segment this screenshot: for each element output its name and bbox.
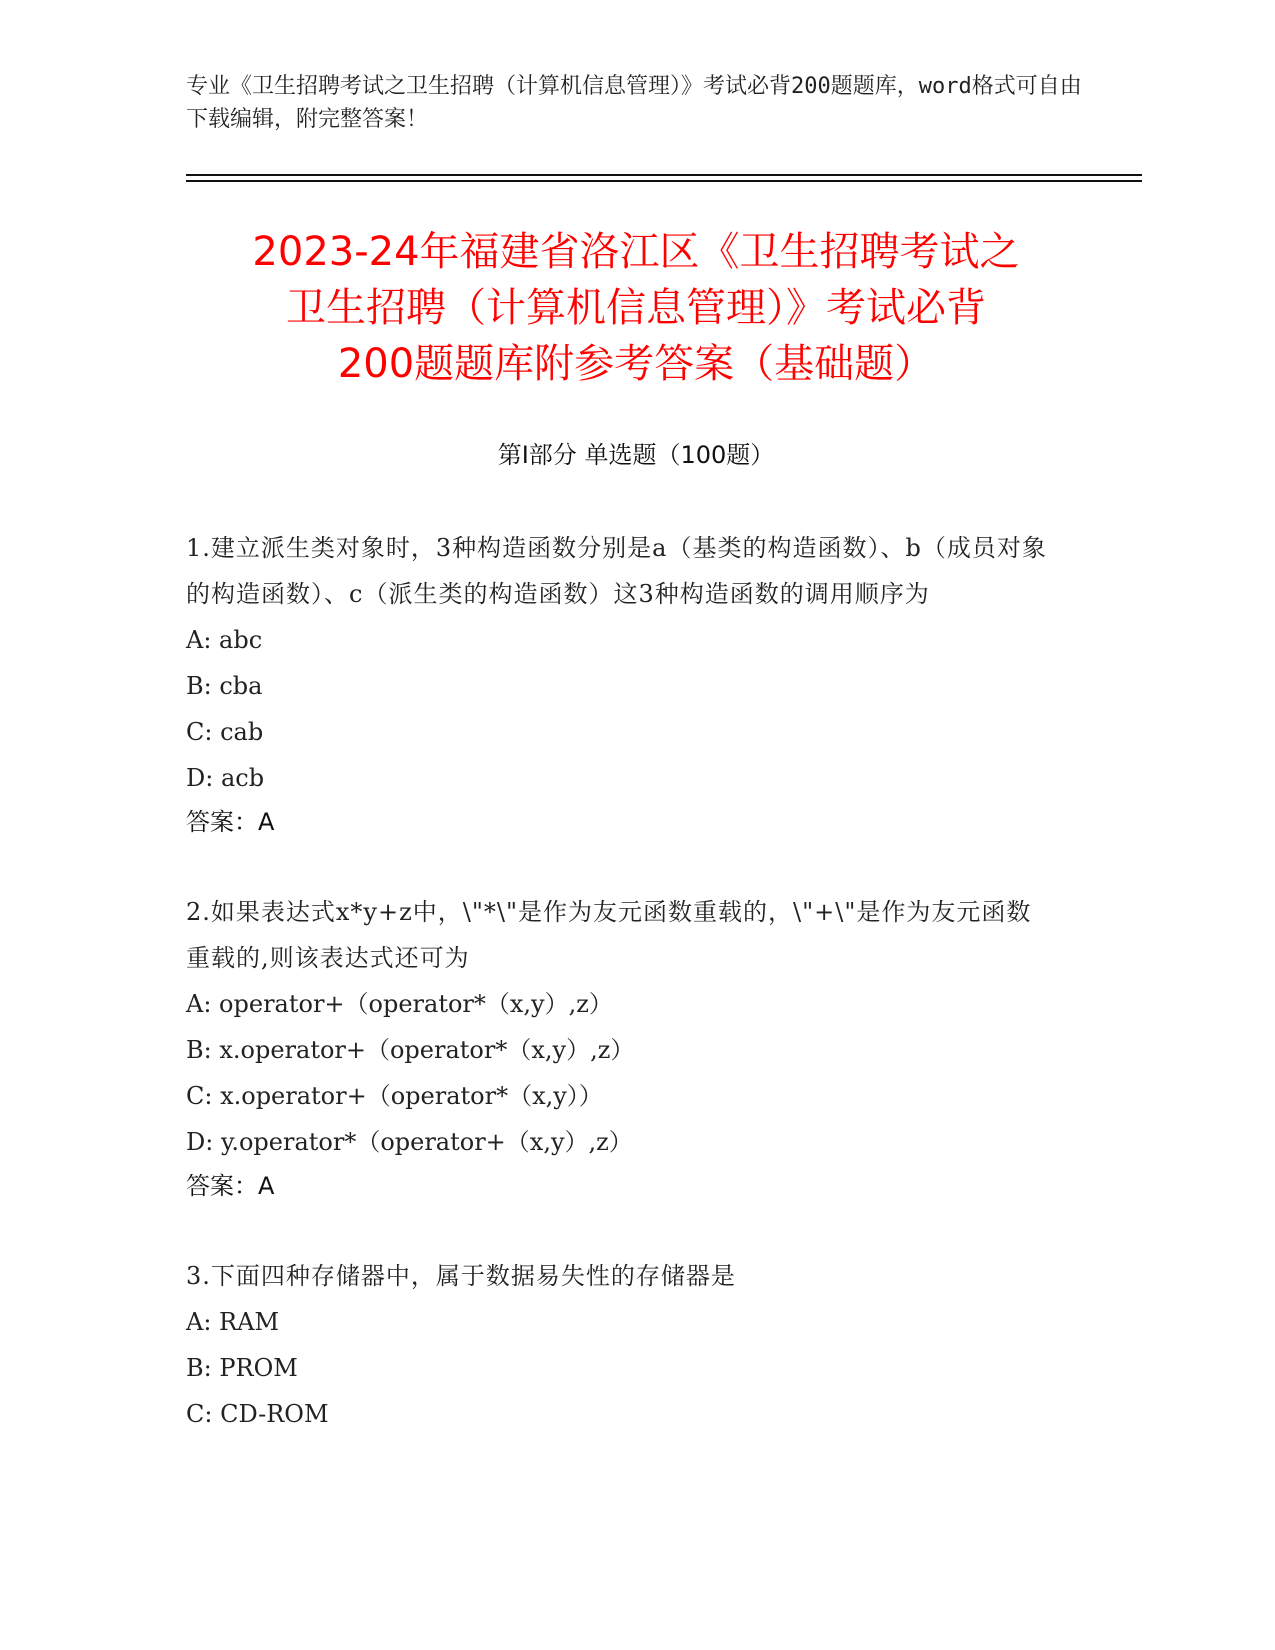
document-title (186, 224, 1086, 392)
question-stem: 2.如果表达式x*y+z中，\"*\"是作为友元函数重载的，\"+\"是作为友元函数重载的,则该表达式还可为 (186, 898, 1032, 972)
question-option: A: abc (186, 626, 263, 654)
document-title-line: 2023-24年福建省洛江区《卫生招聘考试之 (252, 229, 1020, 275)
question-item (186, 525, 1056, 843)
question-option: D: acb (186, 764, 265, 792)
question-item (186, 889, 1056, 1207)
header-divider-bottom (186, 180, 1142, 182)
question-stem: 1.建立派生类对象时，3种构造函数分别是a（基类的构造函数）、b（成员对象的构造函数）、c（派生类的构造函数）这3种构造函数的调用顺序为 (186, 534, 1047, 608)
section-title: 第Ⅰ部分 单选题（100题） (497, 441, 775, 469)
question-option: C: CD-ROM (186, 1400, 329, 1428)
question-answer: 答案：A (186, 1172, 275, 1200)
question-option: A: RAM (186, 1308, 280, 1336)
header-divider-top (186, 174, 1142, 176)
document-title-line: 200题题库附参考答案（基础题） (337, 341, 935, 387)
question-stem: 3.下面四种存储器中，属于数据易失性的存储器是 (186, 1262, 736, 1290)
question-option: C: x.operator+（operator*（x,y）） (186, 1082, 603, 1110)
question-option: B: cba (186, 672, 263, 700)
header-note: 专业《卫生招聘考试之卫生招聘（计算机信息管理）》考试必背200题题库，word格式可自由下载编辑，附完整答案！ (186, 74, 1082, 132)
question-option: B: x.operator+（operator*（x,y）,z） (186, 1036, 635, 1064)
question-option: B: PROM (186, 1354, 298, 1382)
question-answer: 答案：A (186, 808, 275, 836)
question-item (186, 1253, 1056, 1437)
question-option: A: operator+（operator*（x,y）,z） (186, 990, 613, 1018)
question-list (186, 525, 1056, 1483)
document-title-line: 卫生招聘（计算机信息管理）》考试必背 (286, 285, 986, 331)
question-option: D: y.operator*（operator+（x,y）,z） (186, 1128, 633, 1156)
question-option: C: cab (186, 718, 264, 746)
